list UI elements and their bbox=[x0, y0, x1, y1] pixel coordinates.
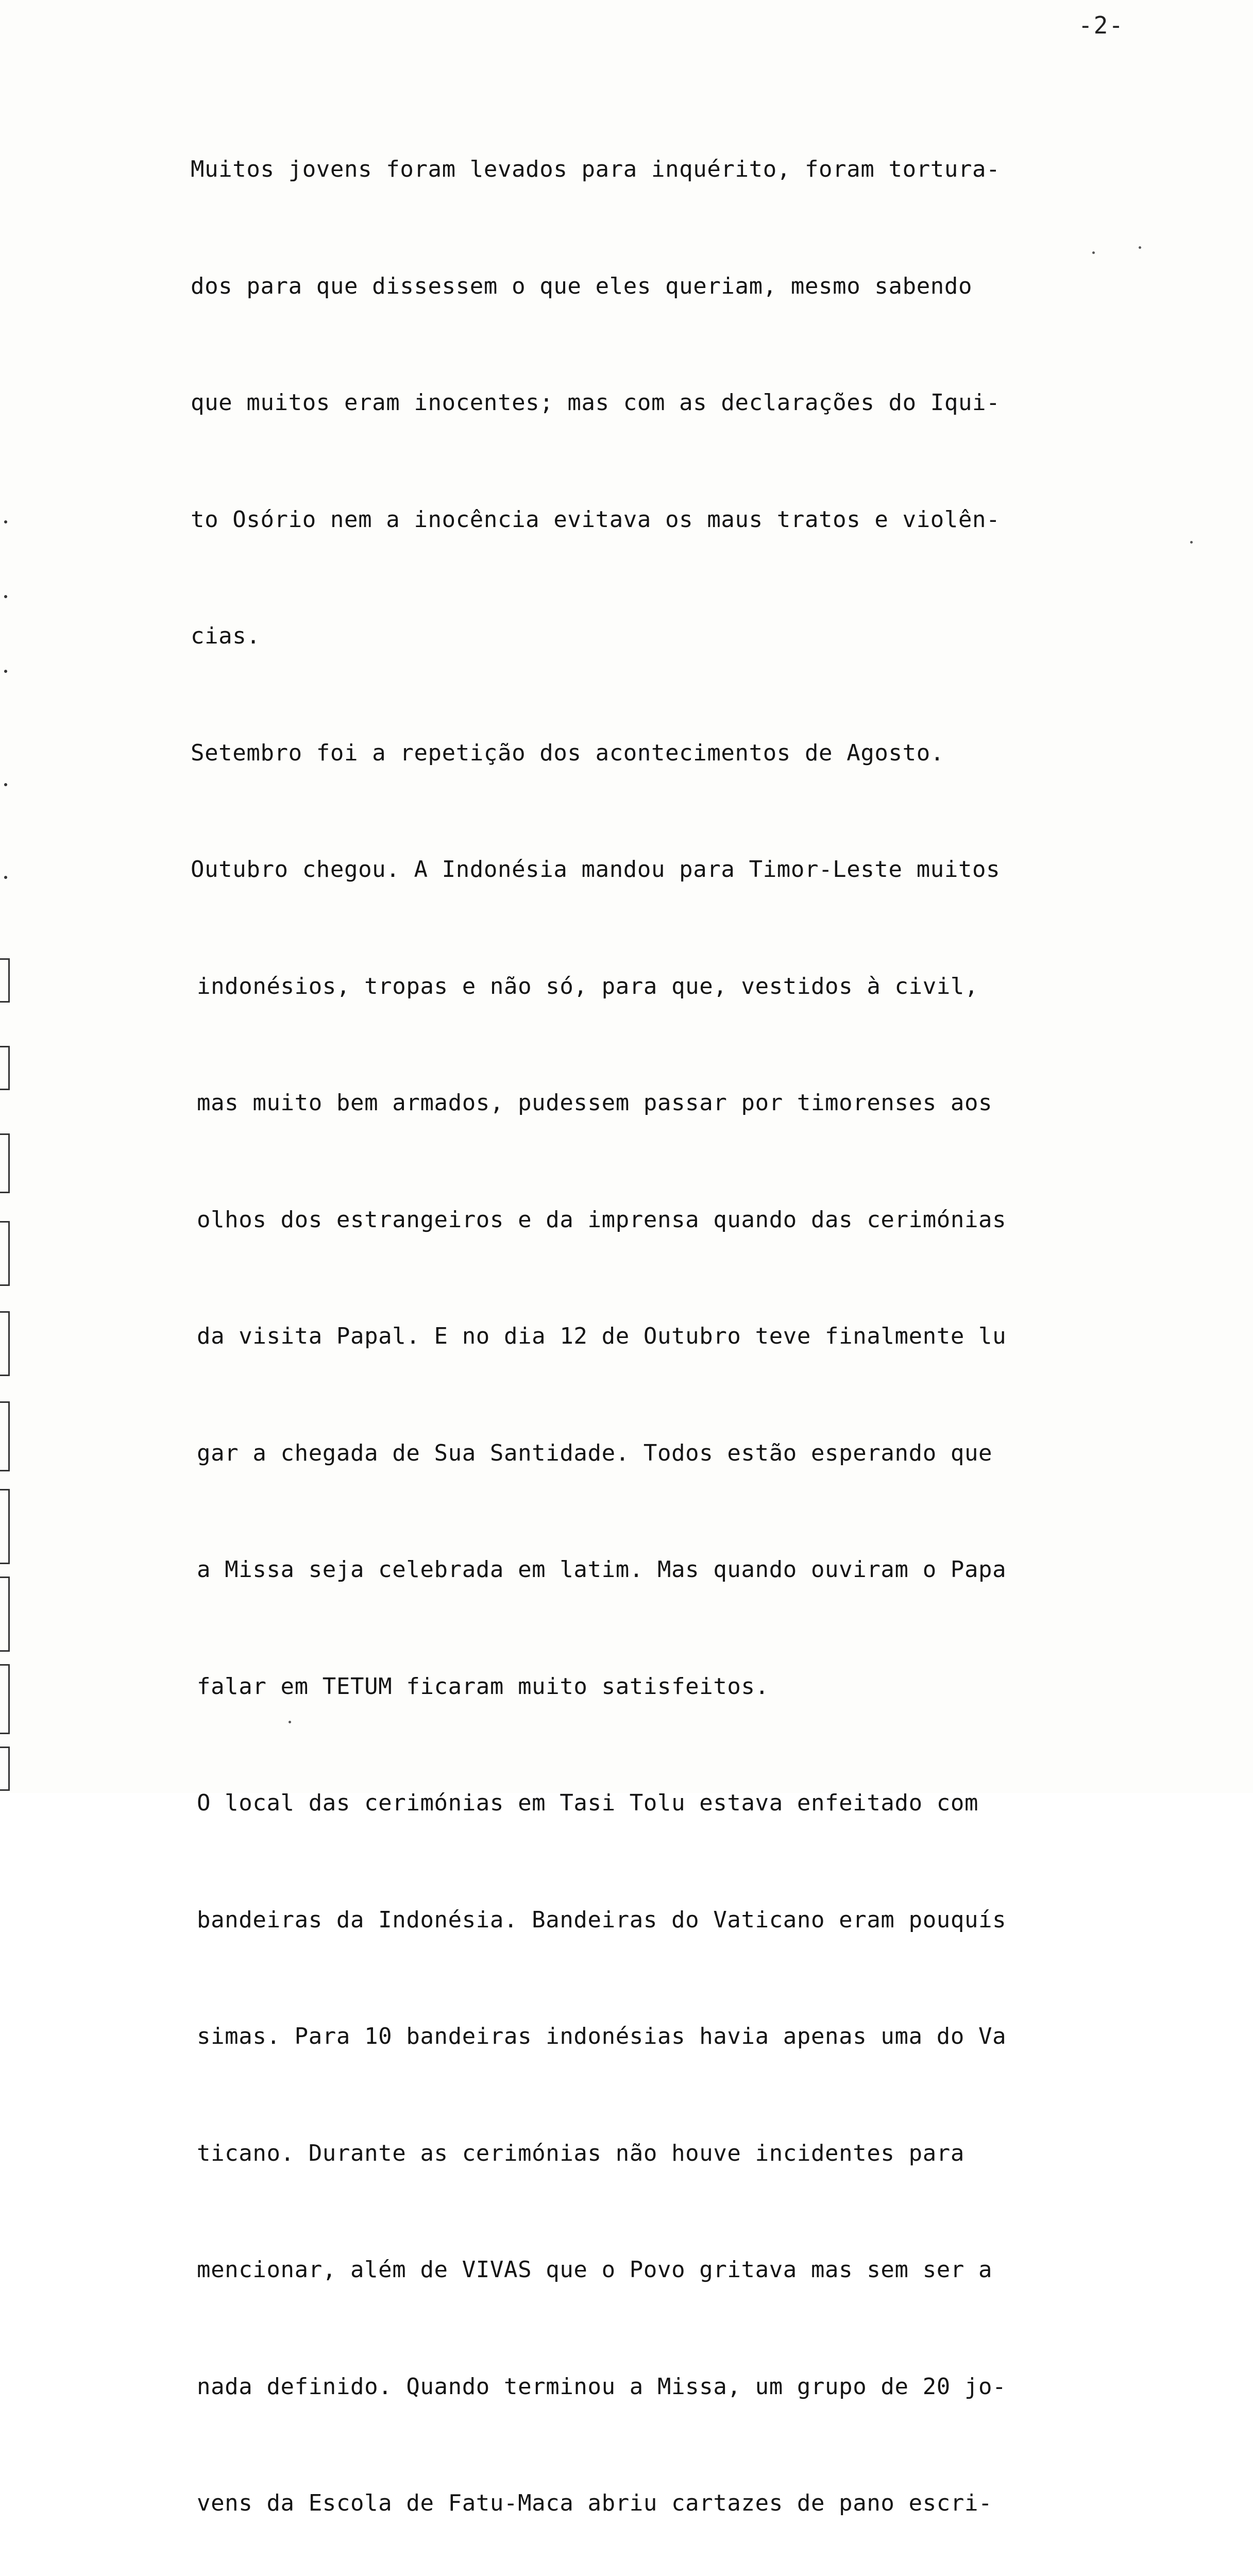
text-line: olhos dos estrangeiros e da imprensa quando das cerimónias bbox=[197, 1206, 1007, 1233]
text-line: to Osório nem a inocência evitava os maus tratos e violên- bbox=[191, 506, 1001, 533]
text-line: mencionar, além de VIVAS que o Povo gritava mas sem ser a bbox=[197, 2257, 993, 2283]
text-line: indonésios, tropas e não só, para que, vestidos à civil, bbox=[197, 973, 979, 999]
text-line: da visita Papal. E no dia 12 de Outubro teve finalmente lu bbox=[197, 1323, 1007, 1349]
text-line: falar em TETUM ficaram muito satisfeitos. bbox=[197, 1673, 769, 1700]
text-line: nada definido. Quando terminou a Missa, um grupo de 20 jo- bbox=[197, 2373, 1007, 2400]
text-line: mas muito bem armados, pudessem passar por timorenses aos bbox=[197, 1090, 993, 1116]
text-line: vens da Escola de Fatu-Maca abriu cartazes de pano escri- bbox=[197, 2490, 993, 2516]
scan-binding-marks bbox=[0, 0, 21, 1793]
text-line: a Missa seja celebrada em latim. Mas quando ouviram o Papa bbox=[197, 1556, 1007, 1583]
text-line: Setembro foi a repetição dos acontecimentos de Agosto. bbox=[191, 739, 944, 766]
text-line: simas. Para 10 bandeiras indonésias havia apenas uma do Va bbox=[197, 2023, 1007, 2049]
page-number: -2- bbox=[1078, 11, 1124, 39]
text-line: bandeiras da Indonésia. Bandeiras do Vaticano eram pouquís bbox=[197, 1906, 1007, 1933]
text-line: cias. bbox=[191, 623, 261, 649]
text-line: Muitos jovens foram levados para inquérito, foram tortura- bbox=[191, 156, 1001, 182]
text-line: ticano. Durante as cerimónias não houve incidentes para bbox=[197, 2140, 964, 2166]
text-line: Outubro chegou. A Indonésia mandou para Timor-Leste muitos bbox=[191, 856, 1001, 883]
text-line: O local das cerimónias em Tasi Tolu estava enfeitado com bbox=[197, 1790, 979, 1816]
text-line: dos para que dissessem o que eles queriam, mesmo sabendo bbox=[191, 273, 973, 299]
text-line: gar a chegada de Sua Santidade. Todos estão esperando que bbox=[197, 1439, 993, 1466]
scan-speck bbox=[1190, 541, 1193, 544]
text-line: que muitos eram inocentes; mas com as declarações do Iqui- bbox=[191, 389, 1001, 416]
body-text bbox=[191, 72, 1170, 2576]
